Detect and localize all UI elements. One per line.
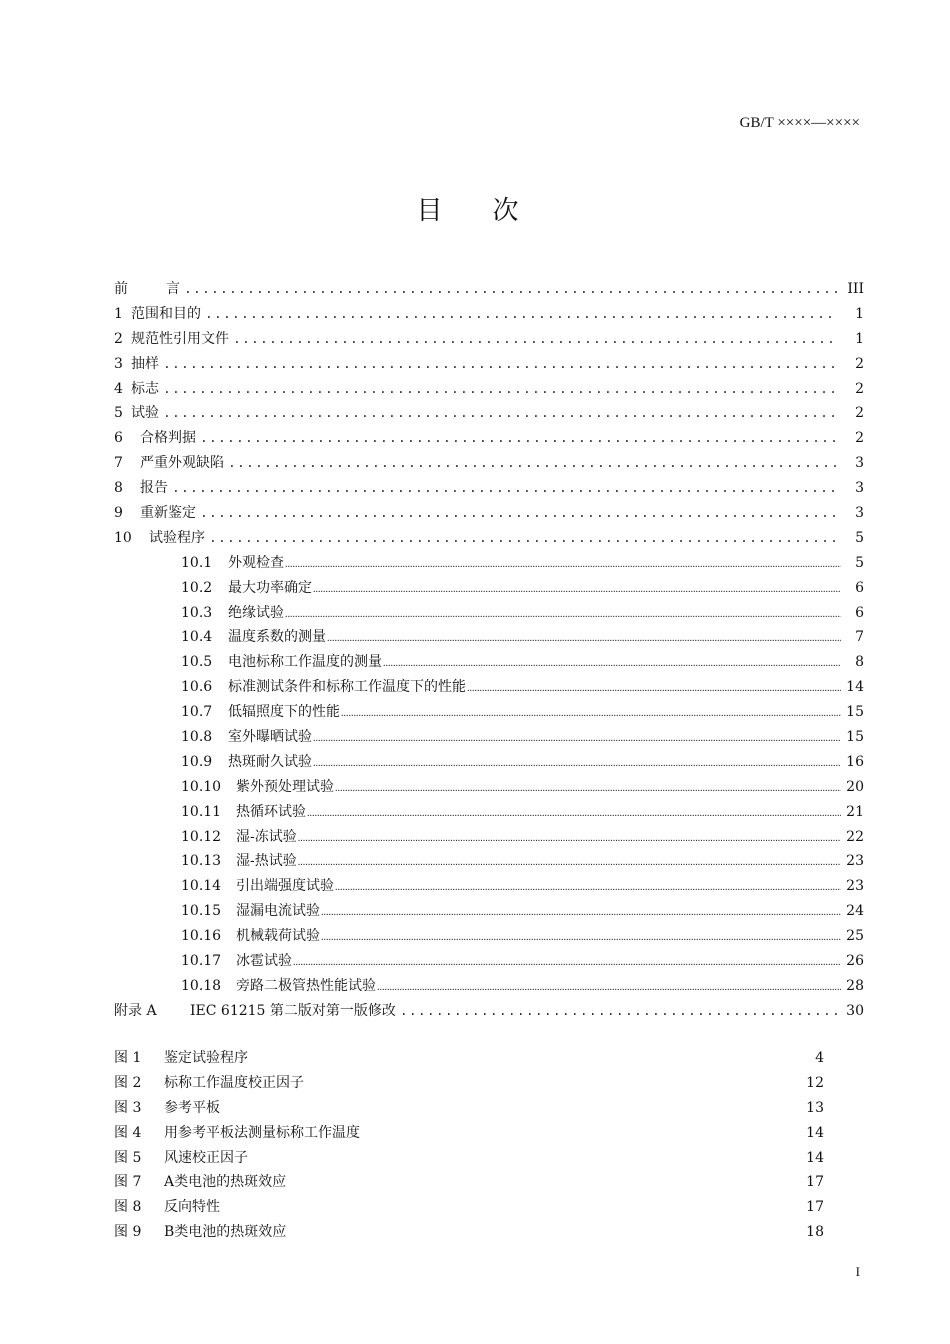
toc-entry-page: 15 xyxy=(846,704,864,721)
toc-entry-number: 10.18 xyxy=(181,977,222,994)
toc-entry-page: 2 xyxy=(855,355,864,372)
toc-entry-label: 标志 xyxy=(131,380,159,397)
figure-page: 12 xyxy=(806,1074,824,1091)
toc-entry-number: 10.16 xyxy=(181,928,222,945)
toc-entry-label: 紫外预处理试验 xyxy=(236,778,334,795)
figure-entry[interactable] xyxy=(114,1221,824,1246)
toc-entry-page: 3 xyxy=(855,455,864,472)
toc-entry[interactable] xyxy=(114,701,864,726)
toc-entry-page: 5 xyxy=(855,554,864,571)
toc-entry-page: 30 xyxy=(846,1002,864,1019)
toc-entry-page: 1 xyxy=(855,330,864,347)
toc-entry-number: 10.15 xyxy=(181,903,222,920)
toc-leader-dots xyxy=(163,357,838,372)
toc-entry-label: 试验程序 xyxy=(149,529,205,546)
toc-leader-dots xyxy=(383,658,841,669)
toc-entry-label: 旁路二极管热性能试验 xyxy=(236,977,376,994)
toc-entry-page: 7 xyxy=(855,629,864,646)
figure-label: 风速校正因子 xyxy=(164,1149,248,1166)
toc-entry-page: 16 xyxy=(846,753,864,770)
toc-entry[interactable] xyxy=(114,925,864,950)
toc-entry-label: 低辐照度下的性能 xyxy=(228,704,340,721)
toc-entry[interactable] xyxy=(114,527,864,552)
toc-entry[interactable] xyxy=(114,776,864,801)
toc-entry[interactable] xyxy=(114,875,864,900)
toc-leader-dots xyxy=(184,282,838,297)
toc-leader-dots xyxy=(172,481,838,496)
figure-page: 14 xyxy=(806,1124,824,1141)
toc-entry-page: 15 xyxy=(846,729,864,746)
figure-label: 反向特性 xyxy=(164,1199,220,1216)
toc-entry-page: 3 xyxy=(855,505,864,522)
figure-number: 图 1 xyxy=(114,1050,142,1066)
toc-entry-number: 10.6 xyxy=(181,679,213,696)
toc-entry-number: 10.2 xyxy=(181,579,213,596)
toc-entry-label: 严重外观缺陷 xyxy=(140,455,224,472)
toc-entry-number: 10.17 xyxy=(181,953,222,970)
figure-label: 用参考平板法测量标称工作温度 xyxy=(164,1124,360,1141)
toc-leader-dots xyxy=(335,783,841,794)
toc-entry[interactable] xyxy=(114,303,864,328)
toc-leader-dots xyxy=(200,506,838,521)
toc-leader-dots xyxy=(467,683,841,694)
toc-entry-label: 湿漏电流试验 xyxy=(236,903,320,920)
toc-leader-dots xyxy=(200,431,838,446)
toc-leader-dots xyxy=(313,584,841,595)
figure-number: 图 5 xyxy=(114,1149,142,1166)
toc-entry-number: 6 xyxy=(114,430,123,447)
figure-label: 参考平板 xyxy=(164,1099,220,1116)
toc-entry[interactable] xyxy=(114,577,864,602)
toc-entry[interactable] xyxy=(114,751,864,776)
toc-entry-page: 20 xyxy=(846,778,864,795)
toc-entry-number: 9 xyxy=(114,505,123,522)
toc-entry-page: 25 xyxy=(846,928,864,945)
toc-entry-number: 10.4 xyxy=(181,629,213,646)
toc-entry-page: 1 xyxy=(855,305,864,322)
toc-entry-label: 标准测试条件和标称工作温度下的性能 xyxy=(228,679,466,696)
toc-entry[interactable] xyxy=(114,726,864,751)
page-number: I xyxy=(855,1264,860,1279)
toc-entry-number: 10.12 xyxy=(181,828,222,845)
figure-entry[interactable] xyxy=(114,1196,824,1221)
toc-entry-page: 6 xyxy=(855,579,864,596)
toc-entry-label: 热循环试验 xyxy=(236,803,306,820)
page-title: 目次 xyxy=(416,196,569,226)
toc-entry-label: IEC 61215 第二版对第一版修改 xyxy=(190,1002,396,1019)
toc-entry-page: III xyxy=(847,281,864,297)
toc-leader-dots xyxy=(327,633,841,644)
toc-entry[interactable] xyxy=(114,452,864,477)
toc-entry-number: 7 xyxy=(114,455,123,472)
figure-page: 13 xyxy=(806,1099,824,1116)
toc-leader-dots xyxy=(285,559,841,570)
toc-entry[interactable] xyxy=(114,626,864,651)
figure-list xyxy=(114,1047,824,1246)
figure-entry[interactable] xyxy=(114,1122,824,1147)
figure-number: 图 2 xyxy=(114,1074,142,1091)
toc-entry[interactable] xyxy=(114,278,864,303)
toc-leader-dots xyxy=(321,907,841,918)
figure-page: 18 xyxy=(806,1224,824,1241)
toc-leader-dots xyxy=(205,307,838,322)
toc-entry-label: 最大功率确定 xyxy=(228,579,312,596)
toc-entry-label: 抽样 xyxy=(131,355,159,372)
table-of-contents xyxy=(114,278,864,1025)
toc-entry[interactable] xyxy=(114,552,864,577)
toc-entry[interactable] xyxy=(114,1000,864,1025)
toc-entry-number: 10.1 xyxy=(181,554,213,571)
toc-entry-number: 10.3 xyxy=(181,604,213,621)
toc-entry-number: 10.13 xyxy=(181,853,222,870)
toc-entry-page: 28 xyxy=(846,977,864,994)
toc-entry[interactable] xyxy=(114,975,864,1000)
toc-entry-page: 2 xyxy=(855,380,864,397)
toc-entry-number: 前 xyxy=(114,281,128,297)
toc-entry-page: 8 xyxy=(855,654,864,671)
toc-leader-dots xyxy=(293,957,841,968)
toc-entry-page: 14 xyxy=(846,679,864,696)
toc-entry[interactable] xyxy=(114,602,864,627)
toc-entry-page: 24 xyxy=(846,903,864,920)
toc-entry-number: 附录 A xyxy=(114,1002,157,1019)
toc-entry-number: 10.10 xyxy=(181,778,222,795)
toc-entry-label: 重新鉴定 xyxy=(140,505,196,522)
toc-leader-dots xyxy=(228,456,838,471)
toc-entry[interactable] xyxy=(114,676,864,701)
toc-entry-label: 外观检查 xyxy=(228,554,284,571)
toc-entry-label: 合格判据 xyxy=(140,430,196,447)
toc-entry[interactable] xyxy=(114,328,864,353)
toc-entry-number: 10 xyxy=(114,529,132,546)
toc-leader-dots xyxy=(163,406,838,421)
toc-entry-label: 绝缘试验 xyxy=(228,604,284,621)
figure-entry[interactable] xyxy=(114,1171,824,1196)
toc-entry[interactable] xyxy=(114,427,864,452)
toc-entry[interactable] xyxy=(114,402,864,427)
toc-entry-page: 6 xyxy=(855,604,864,621)
toc-entry-number: 8 xyxy=(114,480,123,497)
toc-leader-dots xyxy=(400,1004,838,1019)
figure-number: 图 3 xyxy=(114,1099,142,1116)
figure-entry[interactable] xyxy=(114,1047,824,1072)
document-code: GB/T ××××—×××× xyxy=(739,115,860,131)
toc-entry-label: 冰雹试验 xyxy=(236,953,292,970)
toc-leader-dots xyxy=(307,808,841,819)
toc-entry-number: 10.11 xyxy=(181,803,222,820)
toc-leader-dots xyxy=(321,932,841,943)
figure-number: 图 7 xyxy=(114,1174,142,1191)
toc-entry[interactable] xyxy=(114,850,864,875)
toc-entry-label: 言 xyxy=(166,281,180,297)
toc-entry-page: 2 xyxy=(855,405,864,422)
figure-page: 14 xyxy=(806,1149,824,1166)
toc-entry-number: 10.8 xyxy=(181,729,213,746)
toc-leader-dots xyxy=(163,382,838,397)
toc-entry-label: 室外曝晒试验 xyxy=(228,729,312,746)
toc-entry-label: 电池标称工作温度的测量 xyxy=(228,654,382,671)
toc-entry-label: 湿-冻试验 xyxy=(236,828,297,845)
figure-page: 4 xyxy=(815,1050,824,1066)
figure-label: 标称工作温度校正因子 xyxy=(164,1074,304,1091)
figure-label: 鉴定试验程序 xyxy=(164,1050,248,1066)
toc-leader-dots xyxy=(285,609,841,620)
toc-leader-dots xyxy=(298,833,841,844)
toc-entry-number: 10.14 xyxy=(181,878,222,895)
toc-entry-page: 22 xyxy=(846,828,864,845)
toc-entry-label: 湿-热试验 xyxy=(236,853,297,870)
figure-entry[interactable] xyxy=(114,1147,824,1172)
figure-label: A类电池的热斑效应 xyxy=(164,1174,287,1191)
toc-entry-number: 3 xyxy=(114,355,123,372)
toc-entry-number: 2 xyxy=(114,330,123,347)
toc-leader-dots xyxy=(335,882,841,893)
toc-leader-dots xyxy=(313,758,841,769)
toc-entry[interactable] xyxy=(114,651,864,676)
toc-entry-label: 热斑耐久试验 xyxy=(228,753,312,770)
figure-entry[interactable] xyxy=(114,1072,824,1097)
toc-leader-dots xyxy=(209,531,838,546)
toc-leader-dots xyxy=(313,733,841,744)
toc-entry-page: 3 xyxy=(855,480,864,497)
figure-number: 图 9 xyxy=(114,1224,142,1241)
toc-entry-number: 5 xyxy=(114,405,123,422)
toc-entry-number: 10.5 xyxy=(181,654,213,671)
toc-entry-page: 23 xyxy=(846,878,864,895)
toc-entry-number: 1 xyxy=(114,305,123,322)
toc-entry[interactable] xyxy=(114,477,864,502)
toc-entry[interactable] xyxy=(114,378,864,403)
figure-entry[interactable] xyxy=(114,1097,824,1122)
toc-entry-label: 试验 xyxy=(131,405,159,422)
toc-entry-label: 机械载荷试验 xyxy=(236,928,320,945)
toc-leader-dots xyxy=(233,332,838,347)
toc-entry-page: 2 xyxy=(855,430,864,447)
figure-label: B类电池的热斑效应 xyxy=(164,1224,287,1241)
toc-leader-dots xyxy=(298,857,841,868)
toc-leader-dots xyxy=(341,708,841,719)
toc-entry-page: 21 xyxy=(846,803,864,820)
figure-number: 图 8 xyxy=(114,1199,142,1216)
figure-page: 17 xyxy=(806,1174,824,1191)
toc-entry-number: 4 xyxy=(114,380,123,397)
toc-entry-label: 温度系数的测量 xyxy=(228,629,326,646)
toc-entry-label: 报告 xyxy=(140,480,168,497)
toc-entry[interactable] xyxy=(114,801,864,826)
figure-page: 17 xyxy=(806,1199,824,1216)
toc-entry-page: 26 xyxy=(846,953,864,970)
toc-entry[interactable] xyxy=(114,950,864,975)
toc-entry-page: 23 xyxy=(846,853,864,870)
toc-entry[interactable] xyxy=(114,502,864,527)
toc-leader-dots xyxy=(377,982,841,993)
toc-entry-label: 引出端强度试验 xyxy=(236,878,334,895)
toc-entry[interactable] xyxy=(114,353,864,378)
toc-entry-label: 范围和目的 xyxy=(131,305,201,322)
toc-entry-label: 规范性引用文件 xyxy=(131,330,229,347)
toc-entry-number: 10.9 xyxy=(181,753,213,770)
figure-number: 图 4 xyxy=(114,1124,142,1141)
toc-entry-number: 10.7 xyxy=(181,704,213,721)
toc-entry[interactable] xyxy=(114,900,864,925)
toc-entry-page: 5 xyxy=(855,529,864,546)
toc-entry[interactable] xyxy=(114,826,864,851)
